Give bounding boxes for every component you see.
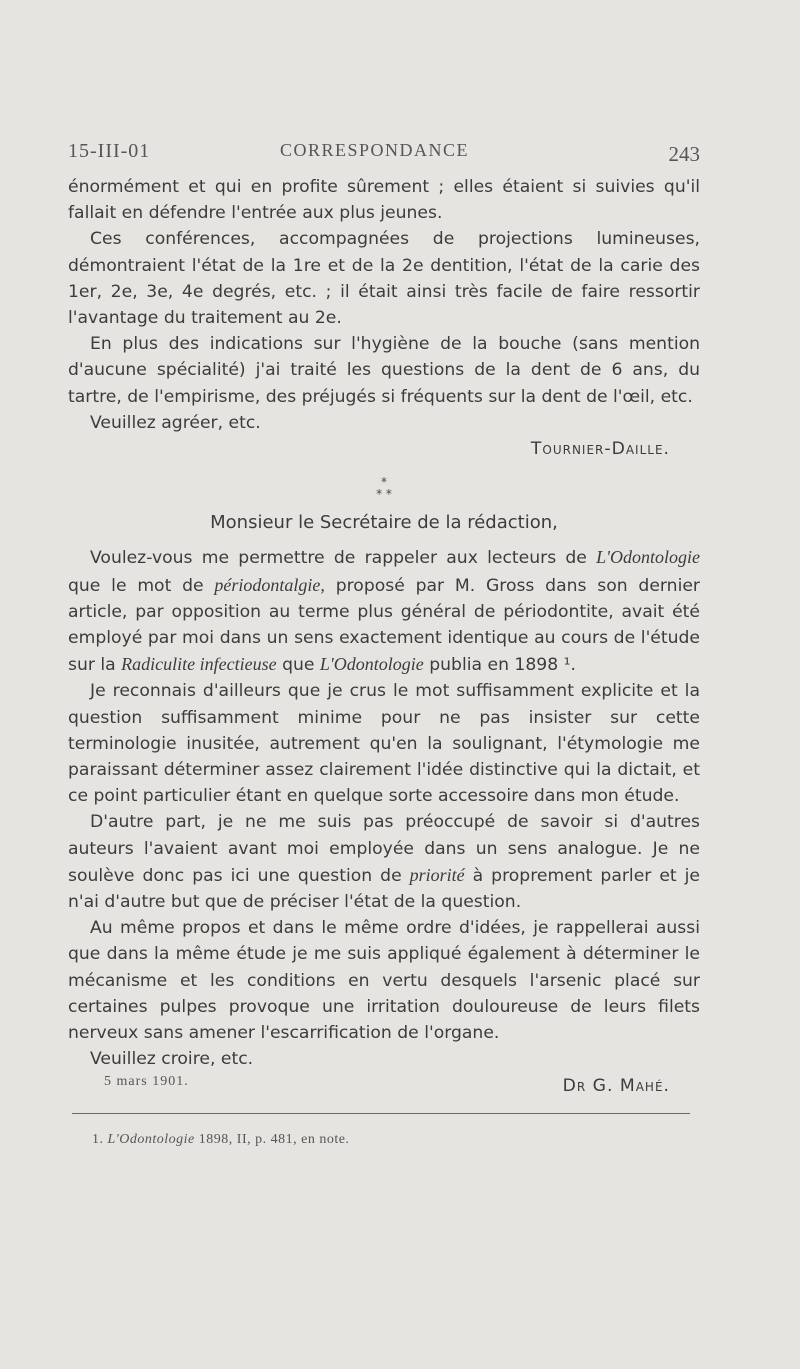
- study-title: Radiculite infectieuse: [121, 654, 277, 675]
- footnote-number: 1.: [92, 1132, 104, 1147]
- page-number: 243: [668, 142, 700, 166]
- text-run: D'autre part, je ne me suis pas préoccupé de savoir si d'autres auteurs l'avaient avant moi employée dans un sens analogue. Je ne soulève donc pas ici une question de: [68, 812, 700, 886]
- asterisk-top: *: [381, 475, 387, 490]
- closing: Veuillez croire, etc.: [90, 1049, 254, 1070]
- text-run: publia en 1898 ¹.: [423, 655, 576, 676]
- text-run: que le mot de: [68, 575, 215, 596]
- footnote-reference: 1898, II, p. 481, en note.: [194, 1132, 350, 1147]
- paragraph: [68, 809, 700, 915]
- issue-date: 15-III-01: [68, 140, 151, 162]
- term-emphasis: priorité: [409, 864, 465, 885]
- section-title: CORRESPONDANCE: [280, 140, 470, 160]
- footnote-rule: [72, 1113, 690, 1114]
- term-emphasis: périodontalgie,: [214, 574, 325, 595]
- asterisk-bottom: * *: [376, 487, 392, 502]
- closing: Veuillez agréer, etc.: [90, 412, 261, 433]
- paragraph: Au même propos et dans le même ordre d'idées, je rappellerai aussi que dans la même étude je me suis appliqué également à déterminer le mécanisme et les conditions en vertu desquels l'arsenic placé sur certaines pulpes provoque une irritation douloureuse de leurs filets nerveux sans amener l'escarrification de l'organe.: [68, 918, 700, 1044]
- salutation: Monsieur le Secrétaire de la rédaction,: [210, 512, 558, 534]
- paragraph: énormément et qui en profite sûrement ; elles étaient si suivies qu'il fallait en défendre l'entrée aux plus jeunes.: [68, 177, 700, 224]
- text-run: proposé par M. Gross dans son dernier article, par opposition au terme plus général de périodontite, avait été employé par moi dans un sens exactement identique au cours de l'étude sur la: [68, 575, 700, 676]
- signature-mahe: Dr G. Mahé.: [562, 1075, 670, 1096]
- page-body: [68, 174, 700, 1099]
- text-run: à proprement parler et je n'ai d'autre but que de préciser l'état de la question.: [68, 865, 700, 913]
- paragraph: [68, 544, 700, 678]
- running-header: [68, 136, 700, 166]
- paragraph: Je reconnais d'ailleurs que je crus le mot suffisamment explicite et la question suffisamment minime pour ne pas insister sur cette terminologie inusitée, autrement qu'en la soulignant, l'étymologie me paraissant déterminer assez clairement l'idée distinctive qui la dictait, et ce point particulier étant en quelque sorte accessoire dans mon étude.: [68, 681, 700, 807]
- journal-title: L'Odontologie: [596, 547, 700, 568]
- journal-title: L'Odontologie: [319, 654, 424, 675]
- footnote: [92, 1132, 349, 1148]
- paragraph: En plus des indications sur l'hygiène de la bouche (sans mention d'aucune spécialité) j'ai traité les questions de la dent de 6 ans, du tartre, de l'empirisme, des préjugés si fréquents sur la dent de l'œil, etc.: [68, 334, 700, 407]
- text-run: Voulez-vous me permettre de rappeler aux lecteurs de: [90, 548, 597, 569]
- signature-tournier: Tournier-Daille.: [530, 439, 670, 460]
- letter-date: 5 mars 1901.: [104, 1074, 189, 1089]
- footnote-source: L'Odontologie: [107, 1132, 195, 1147]
- text-run: que: [276, 655, 320, 676]
- section-separator: [68, 476, 700, 500]
- paragraph: Ces conférences, accompagnées de projections lumineuses, démontraient l'état de la 1re et de la 2e dentition, l'état de la carie des 1er, 2e, 3e, 4e degrés, etc. ; il était ainsi très facile de faire ressortir l'avantage du traitement au 2e.: [68, 229, 700, 329]
